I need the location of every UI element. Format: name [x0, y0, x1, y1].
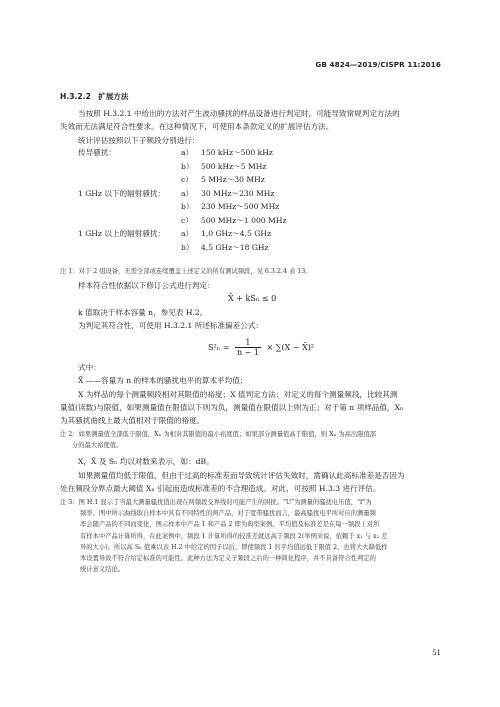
equation-2-numerator: 1	[235, 338, 261, 348]
para7-line3: 为其骚扰曲线上最大值相对于限值的裕度。	[60, 416, 205, 425]
para9-line1: 如果测量值均低于限值，但由于过高的标准差而导致统计评估失效时，需确认此高标准差是否因为	[78, 471, 405, 480]
equation-2-denominator: n − 1	[236, 348, 259, 357]
equation-2	[208, 338, 314, 357]
para1-line2: 失效而无法满足符合性要求。在这种情况下，可使用本条款定义的扩展评估方法。	[60, 122, 334, 131]
band-item-label: a）	[181, 148, 194, 157]
para8: X，X̄ 及 Sₙ 均以对数来表示，如：dB。	[78, 457, 214, 466]
section-number: H.3.2.2	[60, 92, 91, 101]
note3-line: 频率。图中所示曲线取自样本中具有不同特性的两产品，对于宽带骚扰而言，最高骚扰电平所对应的测量频	[80, 510, 376, 518]
band-group-label: 传导骚扰：	[78, 148, 116, 157]
band-item-label: b）	[181, 242, 194, 252]
band-frequency-range: 4,5 GHz～18 GHz	[201, 242, 269, 252]
note3-line: 统计意义结论。	[80, 566, 125, 574]
para9-line2: 处在频段分界点最大阈值 Xₙ 引起而造成标准差的不合理造成。对此，可按照 H.3.3 进行评估。	[60, 484, 381, 493]
band-frequency-range: 150 kHz～500 kHz	[201, 148, 273, 157]
note3-line: 有样本中产品计算所得，在此案例中，频段 1 计算所得的较准差就远高于频段 2(举例来说，依赖于 x₁ 与 x₂ 差	[80, 532, 388, 540]
note2-line2: 分的最大裕度值。	[72, 442, 123, 449]
para7-line2: 量值(读数)与限值，如果测量值在限值以下则为负，测量值在限值以上则为正；对于第 n 项样品值，Xₙ	[60, 403, 404, 412]
para6: 式中：	[78, 363, 101, 372]
para7-line1: X 为样品的每个测量频段相对其限值的裕度；X 值判定方法：对定义的每个测量频段，比较其测	[78, 390, 398, 399]
band-frequency-range: 30 MHz～230 MHz	[201, 188, 275, 198]
band-item-label: b）	[181, 161, 194, 171]
para4: k 值取决于样本容量 n，参见表 H.2。	[78, 308, 208, 317]
para3: 样本符合性依据以下修订公式进行判定：	[78, 281, 215, 290]
band-frequency-range: 230 MHz～500 MHz	[201, 202, 280, 211]
note3-line: 本设置导致不符合给定标准的可能性。此种方法为定义子频段之后的一种简化程序，并不具备符合性判定的	[80, 555, 376, 562]
band-item-label: b）	[181, 202, 194, 211]
note3-line: 异的大小)。所以高 Sₙ 值乘以表 H.2 中给定的因子以后，即使频段 1 的平均值远低于限值 2，也将大大降低样	[80, 543, 388, 551]
band-frequency-range: 5 MHz～30 MHz	[201, 175, 265, 184]
definition-xbar: X̄ ——容量为 n 的样本的骚扰电平的算术平均值；	[78, 376, 248, 385]
band-frequency-range: 500 kHz～5 MHz	[201, 161, 267, 171]
band-group-label: 1 GHz 以下的辐射骚扰：	[78, 188, 166, 198]
band-item-label: c）	[181, 215, 193, 225]
equation-2-rhs: × ∑(X − X̄)²	[266, 343, 315, 352]
band-group-label: 1 GHz 以上的辐射骚扰：	[78, 229, 166, 238]
equation-2-lhs: S²ₙ =	[208, 343, 230, 352]
band-frequency-range: 500 MHz～1 000 MHz	[201, 215, 287, 225]
note3-line: 率会随产品的不同而变化，图示样本中产品 1 和产品 2 即为典型案例。平均值及标准差是在每一频段上对所	[80, 521, 380, 529]
band-item-label: a）	[181, 229, 194, 238]
section-title: 扩展方法	[98, 92, 129, 101]
band-frequency-range: 1,0 GHz～4,5 GHz	[201, 229, 271, 238]
note2-line1: 注 2：如果测量值全部低于限值，Xₙ 为相对其限值的最小裕度值；如果部分测量值高于限值，则 Xₙ 为高出限值部	[60, 431, 377, 438]
standard-code-header: GB 4824—2019/CISPR 11:2016	[315, 60, 441, 69]
band-item-label: a）	[181, 188, 194, 198]
equation-1: X̄ + kSₙ ≤ 0	[228, 294, 277, 303]
page-number: 51	[432, 649, 441, 657]
para5: 为判定其符合性，可使用 H.3.2.1 所述标准偏差公式：	[78, 321, 264, 330]
note1: 注 1：对于 2 组设备，无需全部或连续覆盖上述定义的所有测试频段，见 6.3.2.4 表 13。	[60, 268, 312, 275]
section-heading	[60, 91, 129, 102]
para1-line1: 当按照 H.3.2.1 中给出的方法对产生波动骚扰的样品设备进行判定时，可能导致常规判定方法的	[78, 109, 400, 118]
para2: 统计评估按照以下子频段分别进行：	[78, 136, 200, 145]
note3-line: 注 3：图 H.1 显示了当最大测量骚扰值出现在两频段交界线时可能产生的困扰。"U"为测量的骚扰电压值，"f"为	[60, 499, 372, 506]
band-item-label: c）	[181, 175, 193, 184]
